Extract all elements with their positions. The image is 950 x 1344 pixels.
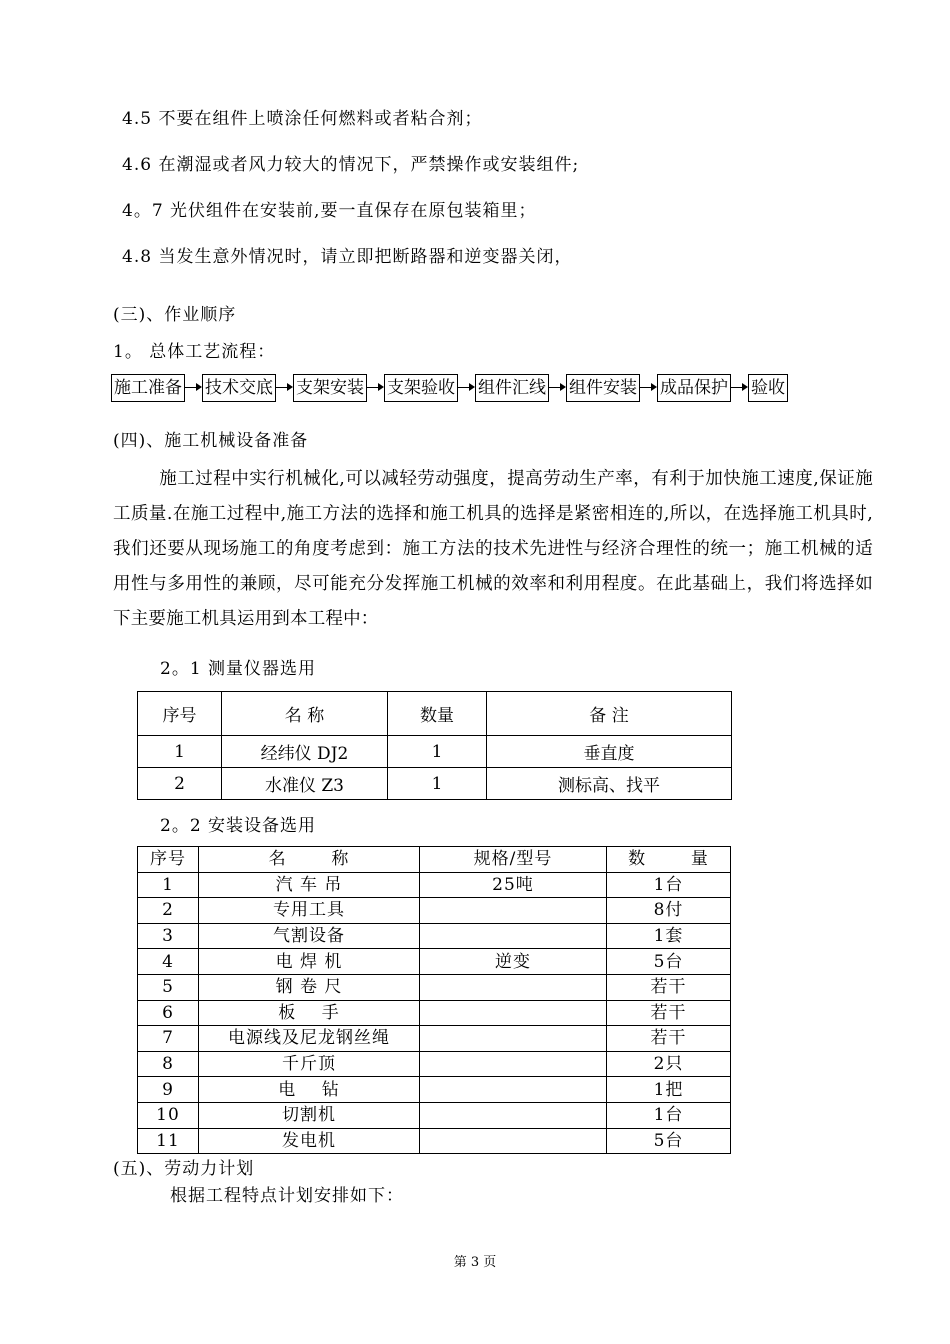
table-header-cell: 名 称 xyxy=(222,692,388,736)
section3-subheading: 1。 总体工艺流程： xyxy=(113,342,276,362)
section3-heading: (三)、作业顺序 xyxy=(113,305,237,325)
table-row xyxy=(138,923,731,949)
table-row xyxy=(138,736,732,768)
page-footer: 第 3 页 xyxy=(453,1255,497,1270)
table-cell: 板 手 xyxy=(199,1000,420,1026)
installation-equipment-table xyxy=(137,846,731,1154)
table-cell xyxy=(420,1128,607,1154)
arrow-icon xyxy=(185,383,202,393)
arrow-icon xyxy=(367,383,384,393)
arrow-icon xyxy=(458,383,475,393)
section4-paragraph-text: 施工过程中实行机械化,可以减轻劳动强度，提高劳动生产率，有利于加快施工速度,保证施工质量.在施工过程中,施工方法的选择和施工机具的选择是紧密相连的,所以，在选择施工机具时,我们还要从现场施工的角度考虑到：施工方法的技术先进性与经济合理性的统一；施工机械的适用性与多用性的兼顾，尽可能充分发挥施工机械的效率和利用程度。在此基础上，我们将选择如下主要施工机具运用到本工程中： xyxy=(113,469,873,629)
table-cell: 9 xyxy=(138,1077,199,1103)
survey-instrument-table xyxy=(137,691,732,800)
flow-step: 支架验收 xyxy=(384,374,458,402)
table-row xyxy=(138,1051,731,1077)
table-header-cell: 数量 xyxy=(388,692,487,736)
table-cell: 电 焊 机 xyxy=(199,949,420,975)
table-row xyxy=(138,872,731,898)
flow-step: 组件安装 xyxy=(566,374,640,402)
table-row xyxy=(138,898,731,924)
section4-heading: (四)、施工机械设备准备 xyxy=(113,431,309,451)
table-cell: 若干 xyxy=(607,974,731,1000)
table-cell: 1台 xyxy=(607,1102,731,1128)
note-4-6: 4.6 在潮湿或者风力较大的情况下，严禁操作或安装组件; xyxy=(122,155,580,175)
table-row xyxy=(138,949,731,975)
table-cell: 切割机 xyxy=(199,1102,420,1128)
table-cell: 5 xyxy=(138,974,199,1000)
table-header-cell: 名 称 xyxy=(199,847,420,873)
table-cell: 逆变 xyxy=(420,949,607,975)
note-4-8: 4.8 当发生意外情况时，请立即把断路器和逆变器关闭， xyxy=(122,247,573,267)
table-row xyxy=(138,1102,731,1128)
process-flow xyxy=(111,374,788,402)
table-cell xyxy=(420,1077,607,1103)
table-cell: 发电机 xyxy=(199,1128,420,1154)
flow-step: 技术交底 xyxy=(202,374,276,402)
table-cell: 1把 xyxy=(607,1077,731,1103)
table-cell: 1 xyxy=(388,736,487,768)
table-cell: 电源线及尼龙钢丝绳 xyxy=(199,1026,420,1052)
flow-step: 支架安装 xyxy=(293,374,367,402)
arrow-icon xyxy=(731,383,748,393)
table-cell: 垂直度 xyxy=(487,736,732,768)
table-cell: 专用工具 xyxy=(199,898,420,924)
table-cell: 1 xyxy=(138,736,222,768)
table-row xyxy=(138,768,732,800)
table-cell: 10 xyxy=(138,1102,199,1128)
flow-step: 组件汇线 xyxy=(475,374,549,402)
table-cell: 1 xyxy=(388,768,487,800)
table-cell xyxy=(420,1051,607,1077)
table-cell: 8付 xyxy=(607,898,731,924)
table-cell: 水准仪 Z3 xyxy=(222,768,388,800)
table-header-cell: 备 注 xyxy=(487,692,732,736)
table-row xyxy=(138,1026,731,1052)
table-cell: 7 xyxy=(138,1026,199,1052)
table-cell: 若干 xyxy=(607,1026,731,1052)
table-cell: 1台 xyxy=(607,872,731,898)
arrow-icon xyxy=(276,383,293,393)
table-cell xyxy=(420,1102,607,1128)
arrow-icon xyxy=(640,383,657,393)
table-cell: 4 xyxy=(138,949,199,975)
table-cell: 2 xyxy=(138,898,199,924)
table-cell xyxy=(420,923,607,949)
table-cell: 5台 xyxy=(607,949,731,975)
table-cell: 1套 xyxy=(607,923,731,949)
table-header-row xyxy=(138,692,732,736)
table-cell: 测标高、找平 xyxy=(487,768,732,800)
table-cell: 若干 xyxy=(607,1000,731,1026)
table-cell: 2 xyxy=(138,768,222,800)
table-cell: 25吨 xyxy=(420,872,607,898)
table-cell: 5台 xyxy=(607,1128,731,1154)
table-cell: 电 钻 xyxy=(199,1077,420,1103)
table-cell: 2只 xyxy=(607,1051,731,1077)
table-cell: 经纬仪 DJ2 xyxy=(222,736,388,768)
sub-heading-2-2: 2。2 安装设备选用 xyxy=(160,816,317,836)
flow-step: 成品保护 xyxy=(657,374,731,402)
section4-paragraph xyxy=(113,462,873,637)
table-cell: 3 xyxy=(138,923,199,949)
table-row xyxy=(138,1000,731,1026)
section5-heading: (五)、劳动力计划 xyxy=(113,1159,255,1179)
table-header-cell: 规格/型号 xyxy=(420,847,607,873)
table-cell xyxy=(420,898,607,924)
note-4-7: 4。7 光伏组件在安装前,要一直保存在原包装箱里； xyxy=(122,201,537,221)
arrow-icon xyxy=(549,383,566,393)
table-header-cell: 序号 xyxy=(138,692,222,736)
note-4-5: 4.5 不要在组件上喷涂任何燃料或者粘合剂； xyxy=(122,109,483,129)
table-header-row xyxy=(138,847,731,873)
flow-step: 验收 xyxy=(748,374,788,402)
table-cell: 钢 卷 尺 xyxy=(199,974,420,1000)
table-header-cell: 数 量 xyxy=(607,847,731,873)
table-header-cell: 序号 xyxy=(138,847,199,873)
table-cell xyxy=(420,1026,607,1052)
table-cell: 气割设备 xyxy=(199,923,420,949)
table-cell: 6 xyxy=(138,1000,199,1026)
table-row xyxy=(138,974,731,1000)
table-cell: 1 xyxy=(138,872,199,898)
table-cell xyxy=(420,974,607,1000)
table-cell xyxy=(420,1000,607,1026)
table-cell: 8 xyxy=(138,1051,199,1077)
flow-step: 施工准备 xyxy=(111,374,185,402)
section5-text: 根据工程特点计划安排如下： xyxy=(170,1186,404,1206)
sub-heading-2-1: 2。1 测量仪器选用 xyxy=(160,659,317,679)
table-row xyxy=(138,1128,731,1154)
table-cell: 汽 车 吊 xyxy=(199,872,420,898)
table-cell: 11 xyxy=(138,1128,199,1154)
table-row xyxy=(138,1077,731,1103)
table-cell: 千斤顶 xyxy=(199,1051,420,1077)
